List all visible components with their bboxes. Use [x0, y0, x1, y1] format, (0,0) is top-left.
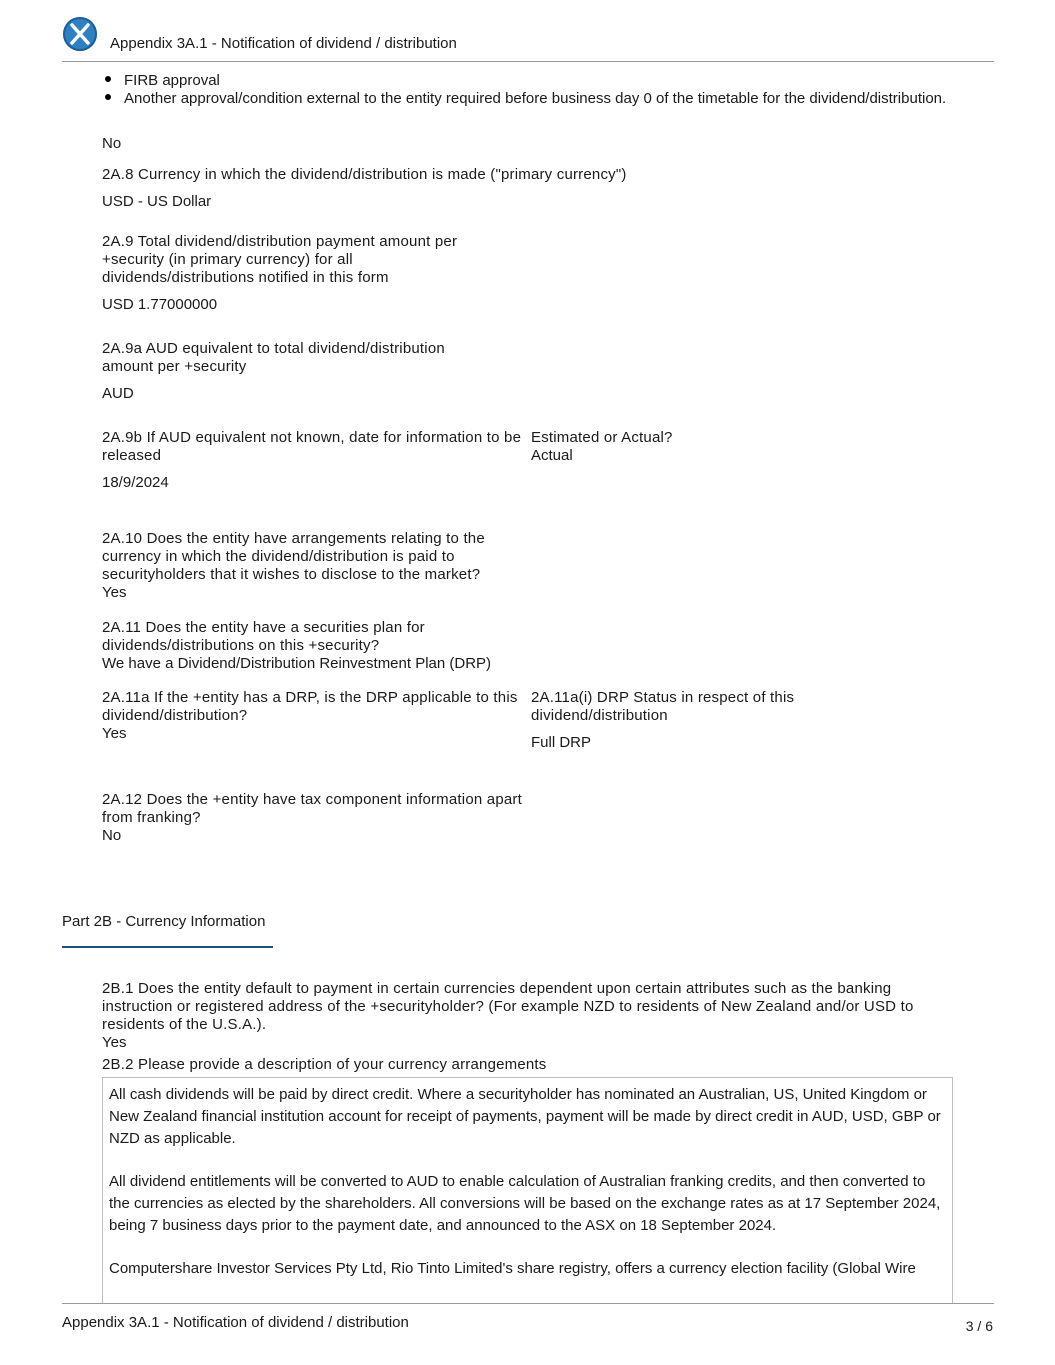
- question-2a12-label: 2A.12 Does the +entity have tax component information apart from franking?: [102, 791, 522, 826]
- estimated-or-actual-label: Estimated or Actual?: [531, 429, 673, 446]
- question-2a11ai-label: 2A.11a(i) DRP Status in respect of this dividend/distribution: [531, 689, 795, 724]
- question-2a9a-label: 2A.9a AUD equivalent to total dividend/distribution amount per +security: [102, 340, 445, 375]
- question-2a12-value: No: [102, 827, 122, 844]
- currency-arrangements-paragraph: All cash dividends will be paid by direct credit. Where a securityholder has nominated an Australian, US, United Kingdom or New Zealand financial institution account for receipt of payments, payment will be made by direct credit in AUD, USD, GBP or NZD as applicable.: [109, 1086, 941, 1147]
- part-2b-underline: [62, 946, 273, 948]
- part-2b-heading: Part 2B - Currency Information: [62, 913, 266, 930]
- question-2a10-label: 2A.10 Does the entity have arrangements relating to the currency in which the dividend/distribution is paid to securityholders that it wishes to disclose to the market?: [102, 530, 485, 583]
- asx-logo-icon: [63, 17, 97, 51]
- question-2a8-value: USD - US Dollar: [102, 193, 212, 210]
- approval-answer: No: [102, 135, 122, 152]
- header-title: Appendix 3A.1 - Notification of dividend / distribution: [110, 35, 457, 52]
- bullet-item: Another approval/condition external to the entity required before business day 0 of the timetable for the dividend/distribution.: [102, 90, 962, 108]
- footer-divider: [62, 1303, 994, 1304]
- header-divider: [62, 61, 994, 62]
- question-2a11-label: 2A.11 Does the entity have a securities plan for dividends/distributions on this +security?: [102, 619, 425, 654]
- question-2a11-value: We have a Dividend/Distribution Reinvestment Plan (DRP): [102, 655, 492, 672]
- question-2a8-label: 2A.8 Currency in which the dividend/distribution is made ("primary currency"): [102, 166, 627, 183]
- approval-bullet-list: [102, 72, 962, 108]
- question-2b2-label: 2B.2 Please provide a description of your currency arrangements: [102, 1056, 547, 1073]
- question-2b1-value: Yes: [102, 1034, 127, 1051]
- question-2a9b-label: 2A.9b If AUD equivalent not known, date for information to be released: [102, 429, 522, 464]
- question-2b1-label: 2B.1 Does the entity default to payment in certain currencies dependent upon certain attributes such as the banking instruction or registered address of the +securityholder? (For example NZD to residents of New Zealand and/or USD to residents of the U.S.A.).: [102, 980, 914, 1033]
- question-2a9b-value: 18/9/2024: [102, 474, 169, 491]
- currency-arrangements-paragraph: Computershare Investor Services Pty Ltd, Rio Tinto Limited's share registry, offers a currency election facility (Global Wire: [109, 1260, 916, 1277]
- question-2a11a-label: 2A.11a If the +entity has a DRP, is the DRP applicable to this dividend/distribution?: [102, 689, 518, 724]
- estimated-or-actual-value: Actual: [531, 447, 573, 464]
- page-number: 3 / 6: [965, 1318, 993, 1334]
- question-2a10-value: Yes: [102, 584, 127, 601]
- footer-title: Appendix 3A.1 - Notification of dividend / distribution: [62, 1314, 409, 1331]
- question-2a9a-value: AUD: [102, 385, 134, 402]
- question-2a9-label: 2A.9 Total dividend/distribution payment amount per +security (in primary currency) for all dividends/distributions notified in this form: [102, 233, 458, 286]
- currency-arrangements-paragraph: All dividend entitlements will be converted to AUD to enable calculation of Australian franking credits, and then converted to the currencies as elected by the shareholders. All conversions will be based on the exchange rates as at 17 September 2024, being 7 business days prior to the payment date, and announced to the ASX on 18 September 2024.: [109, 1173, 941, 1234]
- question-2a11a-value: Yes: [102, 725, 127, 742]
- currency-arrangements-textbox: [102, 1077, 953, 1303]
- question-2a11ai-value: Full DRP: [531, 734, 592, 751]
- question-2a9-value: USD 1.77000000: [102, 296, 218, 313]
- bullet-item: FIRB approval: [102, 72, 962, 90]
